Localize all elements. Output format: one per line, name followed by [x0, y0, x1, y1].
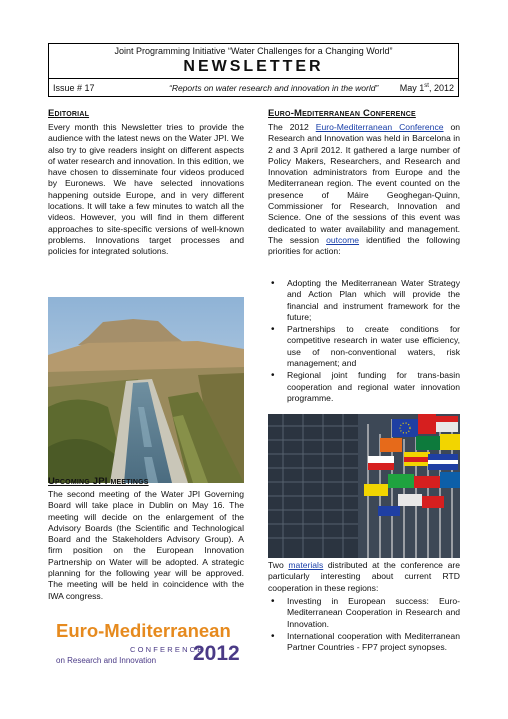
issue-number: Issue # 17 — [53, 83, 95, 93]
bullet-text: Adopting the Mediterranean Water Strategy and Action Plan which will provide the financial and instrument framework for the future; — [287, 278, 460, 322]
list-item — [268, 370, 460, 404]
bullet-icon: • — [271, 596, 275, 607]
conference-intro-text-b: on Research and Innovation was held in Barcelona in 2 and 3 April 2012. It gathered a large number of Policy Makers, Researchers, and Research and Innovation administrators from Europe and the Mediterranean region. The event counted on the presence of Máire Geoghegan-Quinn, Commissioner for Research, Innovation and Science. One of the sessions of this event was dedicated to water availability and management. The session — [268, 122, 461, 245]
logo-text-subtitle: on Research and Innovation — [56, 656, 157, 665]
priorities-list — [268, 278, 460, 405]
tagline: “Reports on water research and innovation in the world” — [169, 83, 379, 93]
editorial-heading: Editorial — [48, 108, 90, 119]
bullet-text: International cooperation with Mediterranean Partner Countries - FP7 project synopses. — [287, 630, 460, 653]
date-main: May 1 — [399, 83, 425, 93]
header-divider — [49, 78, 458, 79]
initiative-title: Joint Programming Initiative “Water Challenges for a Changing World” — [114, 46, 393, 56]
bullet-text: Investing in European success: Euro-Mediterranean Cooperation in Research and Innovation. — [287, 596, 460, 629]
materials-list — [268, 596, 460, 654]
conference-intro-text-a: The 2012 — [268, 122, 316, 132]
date-year: , 2012 — [428, 83, 454, 93]
bullet-text: Partnerships to create conditions for competitive research in water use efficiency, use of non-conventional waters, risk management; and — [287, 324, 460, 369]
list-item — [268, 596, 460, 630]
date-suffix: st — [424, 83, 429, 89]
materials-link[interactable]: materials — [288, 560, 324, 570]
list-item — [268, 324, 460, 369]
conference-intro — [268, 122, 460, 258]
materials-paragraph — [268, 560, 460, 594]
flags-photo — [268, 414, 460, 558]
newsletter-title: NEWSLETTER — [183, 58, 324, 75]
editorial-body: Every month this Newsletter tries to provide the audience with the latest news on the Water JPI. We also try to give readers insight on different aspects of water research and innovation. In this edition, we have chosen to disseminate four videos produced by Euronews. We have selected innovations happening outside Europe, and in very different locations. It will take a few minutes to watch all the videos. However, you will find in them different approaches to site-specific versions of well-known problems. Innovations target processes and policies for integrated solutions. — [48, 122, 244, 257]
issue-date — [400, 83, 454, 93]
bullet-text: Regional joint funding for trans-basin cooperation and regional water innovation programme. — [287, 370, 460, 403]
newsletter-header — [48, 43, 459, 97]
materials-text-b: distributed at the conference are particularly interesting about current RTD cooperation in these regions: — [268, 560, 460, 593]
list-item — [268, 278, 460, 323]
conference-logo — [48, 618, 244, 672]
bullet-icon: • — [271, 630, 275, 642]
materials-text-a: Two — [268, 560, 289, 570]
meetings-heading: Upcoming JPI meetings — [48, 476, 149, 487]
outcome-link[interactable]: outcome — [326, 234, 360, 245]
logo-text-conference: CONFERENCE — [130, 645, 205, 654]
logo-text-main: Euro-Mediterranean — [56, 620, 231, 641]
conference-link[interactable]: Euro-Mediterranean Conference — [315, 122, 444, 132]
logo-year: 2012 — [193, 642, 240, 665]
canal-photo — [48, 297, 244, 483]
conference-intro-text-c: identified the following priorities for action: — [268, 234, 460, 257]
bullet-icon: • — [271, 324, 275, 336]
bullet-icon: • — [271, 370, 275, 382]
bullet-icon: • — [271, 278, 275, 289]
meetings-body: The second meeting of the Water JPI Governing Board will take place in Dublin on May 16. The meeting will decide on the enlargement of the Advisory Boards (the Scientific and Technological Board and the Stakeholders Advisory Group). A firm position on the European Innovation Partnership on Water will be adopted. A strategic planning for the following year will be approved. The meeting will be held in coincidence with the IWA congress. — [48, 489, 244, 601]
list-item — [268, 631, 460, 654]
conference-heading: Euro-Mediterranean Conference — [268, 108, 416, 119]
